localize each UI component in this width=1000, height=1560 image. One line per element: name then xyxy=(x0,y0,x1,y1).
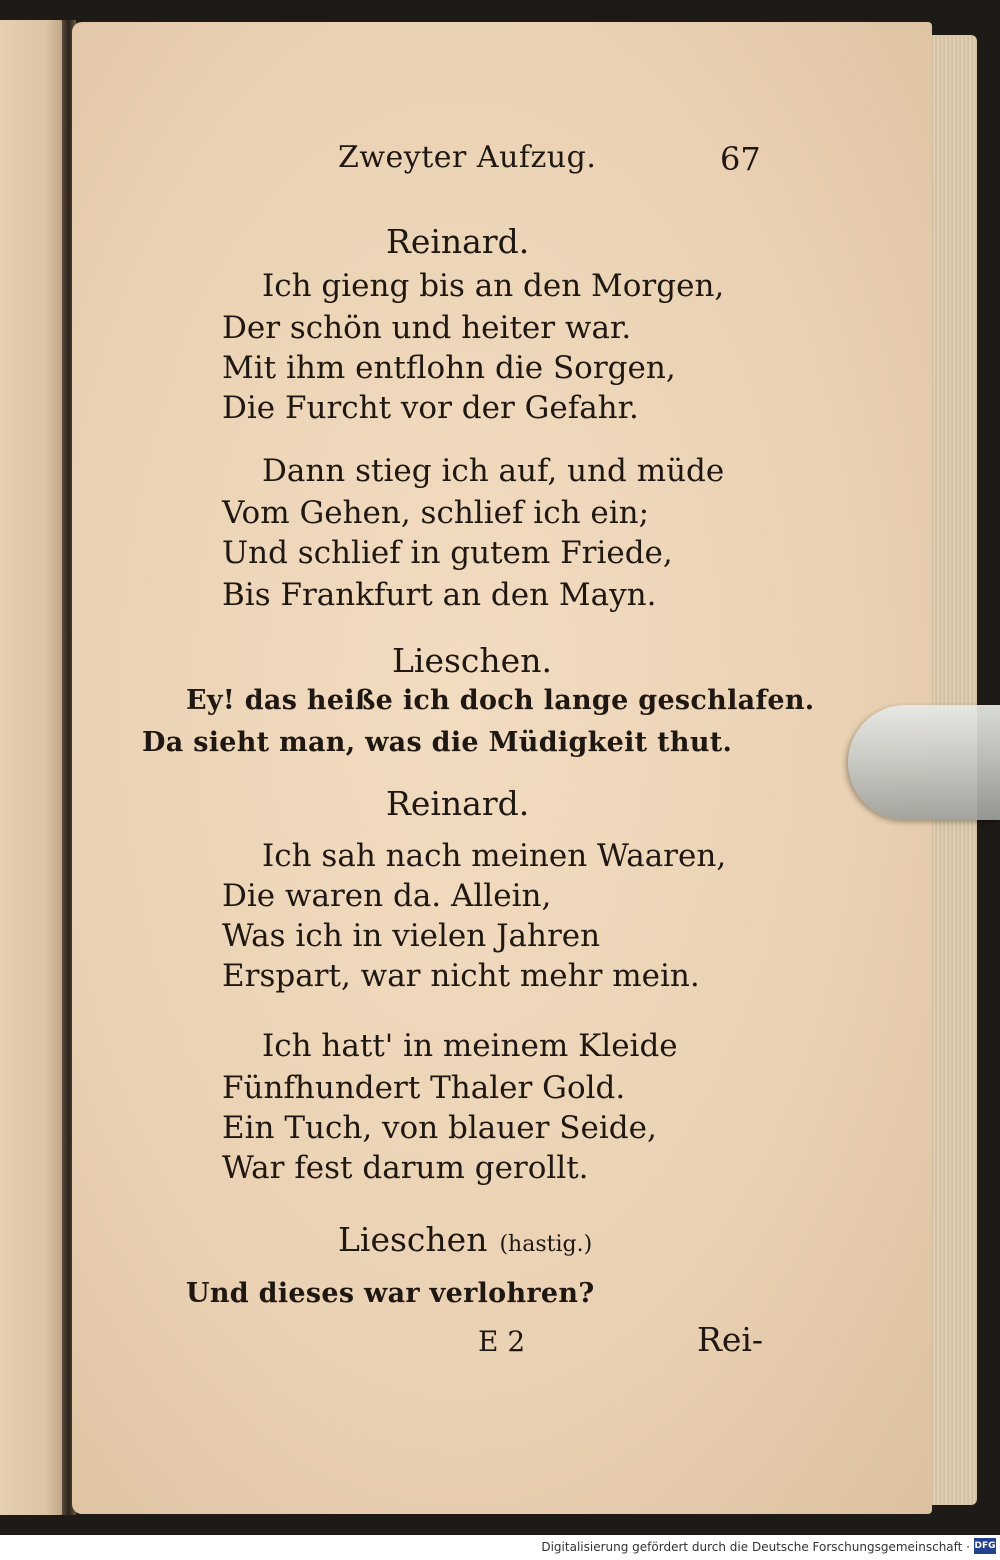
page-clip xyxy=(848,705,1000,820)
speaker-label: Reinard. xyxy=(386,222,530,261)
verse-line: Ich sah nach meinen Waaren, xyxy=(262,838,727,874)
verse-line: Mit ihm entflohn die Sorgen, xyxy=(222,350,676,386)
verse-line: Dann stieg ich auf, und müde xyxy=(262,453,725,489)
signature-mark: E 2 xyxy=(478,1325,526,1358)
running-header: Zweyter Aufzug. xyxy=(338,140,597,175)
left-page-edge xyxy=(0,20,66,1515)
verse-line: Und schlief in gutem Friede, xyxy=(222,535,673,571)
verse-line: Die Furcht vor der Gefahr. xyxy=(222,390,639,426)
speaker-label: Reinard. xyxy=(386,784,530,823)
page-number: 67 xyxy=(720,140,761,178)
catchword: Rei- xyxy=(697,1320,764,1359)
verse-line: War fest darum gerollt. xyxy=(222,1150,589,1186)
verse-line: Ein Tuch, von blauer Seide, xyxy=(222,1110,657,1146)
prose-line: Ey! das heiße ich doch lange geschlafen. xyxy=(186,685,815,716)
verse-line: Ich hatt' in meinem Kleide xyxy=(262,1028,678,1064)
prose-line: Da sieht man, was die Müdigkeit thut. xyxy=(142,727,733,758)
verse-line: Ich gieng bis an den Morgen, xyxy=(262,268,725,304)
verse-line: Erspart, war nicht mehr mein. xyxy=(222,958,700,994)
verse-line: Der schön und heiter war. xyxy=(222,310,632,346)
verse-line: Fünfhundert Thaler Gold. xyxy=(222,1070,626,1106)
speaker-label xyxy=(338,1220,592,1259)
verse-line: Bis Frankfurt an den Mayn. xyxy=(222,577,657,613)
stage-direction: (hastig.) xyxy=(499,1232,593,1257)
verse-line: Die waren da. Allein, xyxy=(222,878,552,914)
prose-line: Und dieses war verlohren? xyxy=(186,1278,595,1309)
dfg-logo-icon: DFG xyxy=(974,1538,996,1554)
speaker-label: Lieschen. xyxy=(392,641,552,680)
speaker-name: Lieschen xyxy=(338,1220,488,1259)
verse-line: Vom Gehen, schlief ich ein; xyxy=(222,495,650,531)
footer-credit: Digitalisierung gefördert durch die Deutsche Forschungsgemeinschaft · xyxy=(541,1540,970,1554)
verse-line: Was ich in vielen Jahren xyxy=(222,918,601,954)
